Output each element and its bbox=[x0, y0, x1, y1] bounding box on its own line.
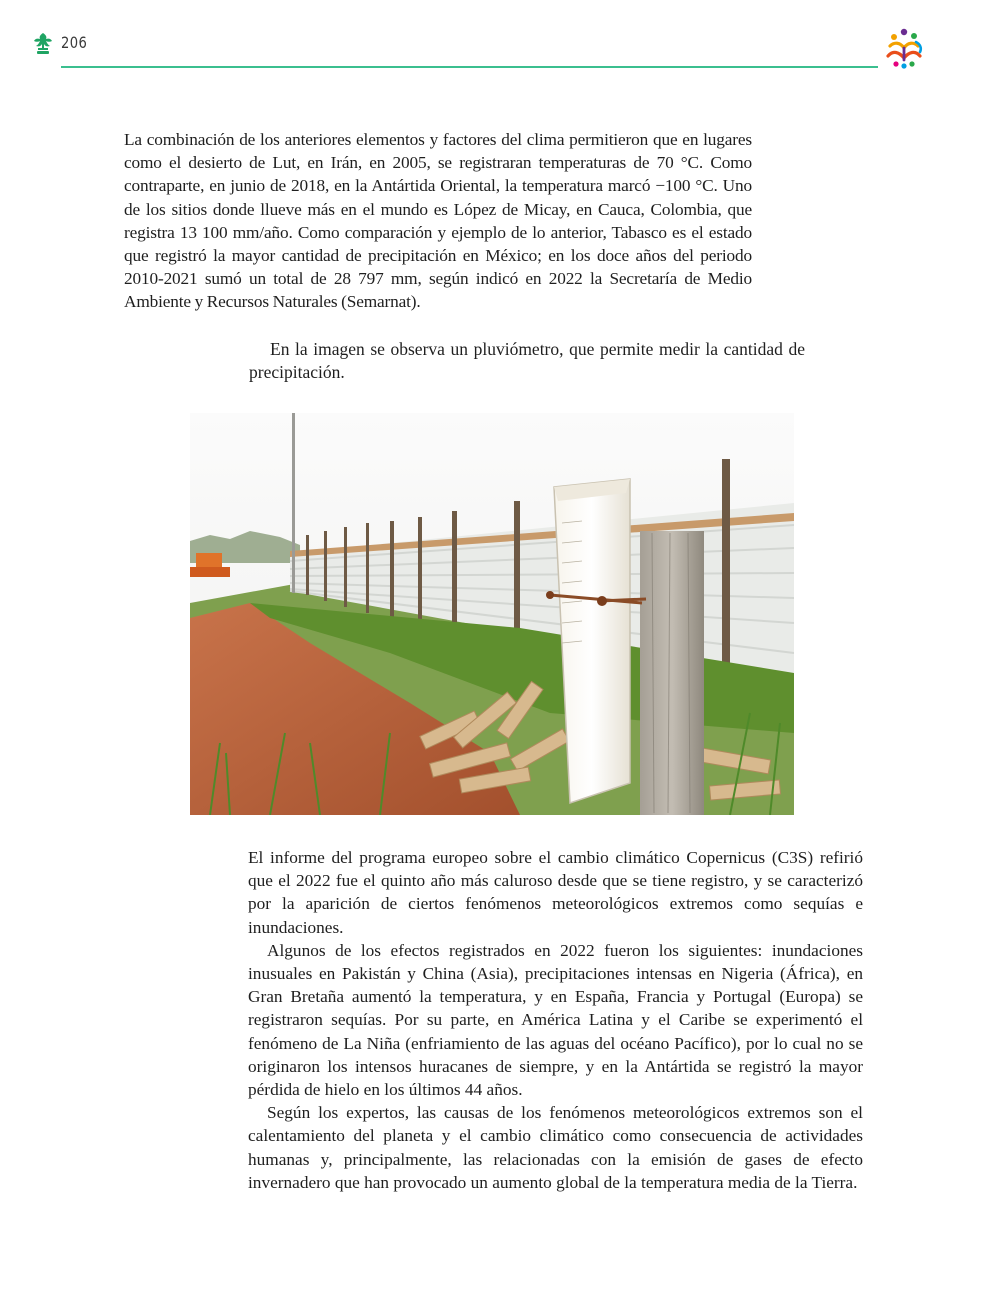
photo-caption: En la imagen se observa un pluviómetro, que permite medir la cantidad de precipitación. bbox=[249, 339, 805, 383]
intro-paragraph: La combinación de los anteriores elementos y factores del clima permitieron que en lugares como el desierto de Lut, en Irán, en 2005, se registraran temperaturas de 70 °C. Como contraparte, en junio de 2018, en la Antártida Oriental, la temperatura marcó −100 °C. Uno de los sitios donde llueve más en el mundo es López de Micay, en Cauca, Colombia, que registra 13 100 mm/año. Como comparación y ejemplo de lo anterior, Tabasco es el estado que registró la mayor cantidad de precipitación en México; en los doce años del periodo 2010-2021 sumó un total de 28 797 mm, según indicó en 2022 la Secretaría de Medio Ambiente y Recursos Naturales (Semarnat). bbox=[124, 130, 752, 312]
effects-paragraph: Algunos de los efectos registrados en 2022 fueron los siguientes: inundaciones inusuales en Pakistán y China (Asia), precipitaciones intensas en Nigeria (África), en Gran Bretaña aumentó la temperatura, y en España, Francia y Portugal (Europa) se registraron sequías. Por su parte, en América Latina y el Caribe se experimentó el fenómeno de La Niña (enfriamiento de las aguas del océano Pacífico), por lo cual no se originaron los intensos huracanes de siempre, y en la Antártida se registró la mayor pérdida de hielo en los últimos 44 años. bbox=[248, 940, 863, 1100]
leaf-emblem-icon bbox=[32, 32, 54, 56]
page-header bbox=[0, 0, 986, 80]
rain-gauge-illustration bbox=[190, 413, 794, 815]
rain-gauge-photo bbox=[190, 413, 794, 815]
header-rule bbox=[61, 66, 878, 68]
copernicus-paragraph: El informe del programa europeo sobre el cambio climático Copernicus (C3S) refirió que el 2022 fue el quinto año más caluroso desde que se tiene registro, y se caracterizó por la aparición de ciertos fenómenos meteorológicos extremos como sequías e inundaciones. bbox=[248, 848, 863, 937]
page-number: 206 bbox=[61, 33, 88, 52]
causes-paragraph: Según los expertos, las causas de los fenómenos meteorológicos extremos son el calentamiento del planeta y el cambio climático como consecuencia de actividades humanas y, principalmente, las relacionadas con la emisión de gases de efecto invernadero que han provocado un aumento global de la temperatura media de la Tierra. bbox=[248, 1103, 863, 1192]
climate-report-section bbox=[248, 846, 863, 1194]
colorful-figures-logo-icon bbox=[880, 26, 928, 70]
